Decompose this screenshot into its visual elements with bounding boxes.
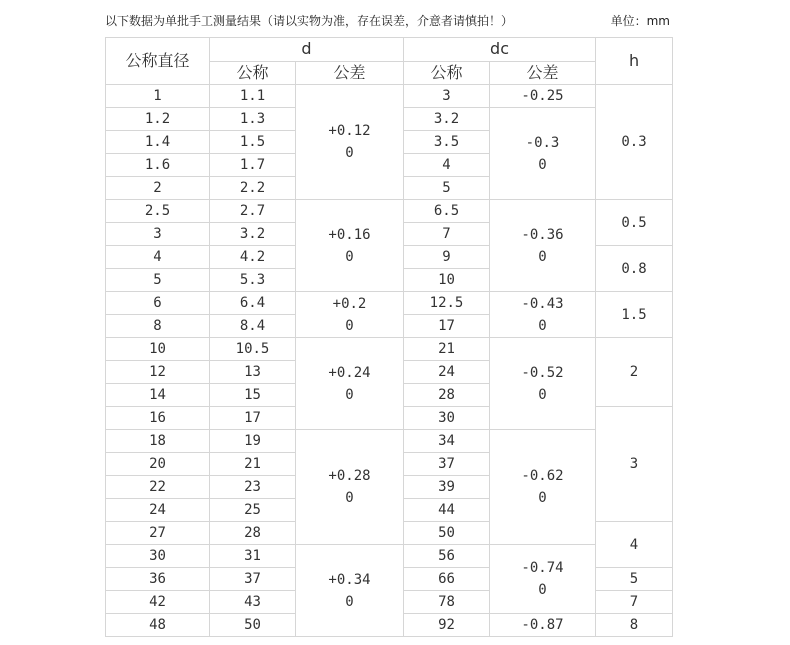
nominal-diameter-cell: 6 — [106, 292, 210, 315]
dc-nominal-cell: 3 — [404, 85, 490, 108]
tolerance-lower: 0 — [345, 490, 354, 506]
d-nominal-cell: 43 — [210, 591, 296, 614]
tolerance-lower: 0 — [345, 386, 354, 403]
tolerance-lower: 0 — [345, 248, 354, 265]
nominal-diameter-cell: 48 — [106, 614, 210, 637]
d-tolerance-cell — [296, 292, 404, 338]
tolerance-upper: +0.28 — [328, 468, 371, 484]
d-nominal-cell: 2.7 — [210, 200, 296, 223]
dc-tolerance-cell — [490, 85, 596, 108]
d-nominal-cell: 13 — [210, 361, 296, 384]
dc-nominal-cell: 30 — [404, 407, 490, 430]
table-row — [106, 200, 673, 223]
dc-tolerance-cell — [490, 545, 596, 614]
d-tolerance-cell — [296, 338, 404, 430]
d-nominal-cell: 1.1 — [210, 85, 296, 108]
tolerance-lower: 0 — [538, 317, 547, 334]
tolerance-upper: +0.2 — [332, 295, 367, 312]
d-nominal-cell: 37 — [210, 568, 296, 591]
dc-tolerance-cell — [490, 430, 596, 545]
dc-nominal-cell: 7 — [404, 223, 490, 246]
table-row — [106, 545, 673, 568]
d-nominal-cell: 10.5 — [210, 338, 296, 361]
tolerance-upper: -0.62 — [521, 468, 564, 484]
dc-nominal-cell: 37 — [404, 453, 490, 476]
tolerance-lower: 0 — [345, 145, 354, 161]
nominal-diameter-cell: 1.2 — [106, 108, 210, 131]
dc-nominal-cell: 24 — [404, 361, 490, 384]
header-nominal-diameter: 公称直径 — [106, 38, 210, 85]
tolerance-upper: +0.12 — [328, 123, 371, 139]
nominal-diameter-cell: 1 — [106, 85, 210, 108]
tolerance-lower: 0 — [538, 490, 547, 506]
tolerance-upper: +0.34 — [328, 571, 371, 588]
dc-nominal-cell: 21 — [404, 338, 490, 361]
dc-nominal-cell: 92 — [404, 614, 490, 637]
h-cell: 0.5 — [596, 200, 673, 246]
d-nominal-cell: 1.5 — [210, 131, 296, 154]
nominal-diameter-cell: 8 — [106, 315, 210, 338]
tolerance-upper: -0.87 — [521, 617, 564, 633]
nominal-diameter-cell: 42 — [106, 591, 210, 614]
tolerance-lower: 0 — [345, 593, 354, 610]
tolerance-upper: +0.24 — [328, 364, 371, 381]
h-cell: 1.5 — [596, 292, 673, 338]
dc-tolerance-cell — [490, 200, 596, 292]
d-nominal-cell: 25 — [210, 499, 296, 522]
tolerance-lower: 0 — [538, 248, 547, 265]
dc-tolerance-cell — [490, 108, 596, 200]
tolerance-lower: 0 — [538, 582, 547, 598]
table-note — [105, 11, 670, 31]
d-nominal-cell: 8.4 — [210, 315, 296, 338]
tolerance-lower: 0 — [538, 386, 547, 403]
d-tolerance-cell — [296, 430, 404, 545]
header-dc-nominal: 公称 — [404, 61, 490, 85]
h-cell: 8 — [596, 614, 673, 637]
header-d-tolerance: 公差 — [296, 61, 404, 85]
d-tolerance-cell — [296, 545, 404, 637]
nominal-diameter-cell: 5 — [106, 269, 210, 292]
dc-nominal-cell: 66 — [404, 568, 490, 591]
dc-nominal-cell: 34 — [404, 430, 490, 453]
d-nominal-cell: 2.2 — [210, 177, 296, 200]
tolerance-upper: +0.16 — [328, 226, 371, 243]
dimension-table — [105, 37, 673, 637]
h-cell: 0.3 — [596, 85, 673, 200]
table-row — [106, 292, 673, 315]
dc-nominal-cell: 3.2 — [404, 108, 490, 131]
dc-nominal-cell: 50 — [404, 522, 490, 545]
header-dc-tolerance: 公差 — [490, 61, 596, 85]
d-nominal-cell: 31 — [210, 545, 296, 568]
h-cell: 5 — [596, 568, 673, 591]
d-nominal-cell: 1.7 — [210, 154, 296, 177]
nominal-diameter-cell: 1.6 — [106, 154, 210, 177]
tolerance-upper: -0.36 — [521, 226, 564, 243]
table-row — [106, 430, 673, 453]
nominal-diameter-cell: 3 — [106, 223, 210, 246]
nominal-diameter-cell: 12 — [106, 361, 210, 384]
dc-nominal-cell: 28 — [404, 384, 490, 407]
d-nominal-cell: 5.3 — [210, 269, 296, 292]
header-h: h — [596, 38, 673, 85]
d-nominal-cell: 19 — [210, 430, 296, 453]
d-nominal-cell: 15 — [210, 384, 296, 407]
nominal-diameter-cell: 27 — [106, 522, 210, 545]
d-nominal-cell: 17 — [210, 407, 296, 430]
nominal-diameter-cell: 10 — [106, 338, 210, 361]
d-nominal-cell: 4.2 — [210, 246, 296, 269]
nominal-diameter-cell: 18 — [106, 430, 210, 453]
table-row — [106, 338, 673, 361]
d-nominal-cell: 1.3 — [210, 108, 296, 131]
d-tolerance-cell — [296, 200, 404, 292]
d-nominal-cell: 28 — [210, 522, 296, 545]
d-nominal-cell: 21 — [210, 453, 296, 476]
unit-label: 单位：mm — [610, 14, 670, 28]
tolerance-upper: -0.52 — [521, 364, 564, 381]
h-cell: 7 — [596, 591, 673, 614]
dc-nominal-cell: 4 — [404, 154, 490, 177]
nominal-diameter-cell: 22 — [106, 476, 210, 499]
nominal-diameter-cell: 36 — [106, 568, 210, 591]
dc-nominal-cell: 12.5 — [404, 292, 490, 315]
dc-nominal-cell: 78 — [404, 591, 490, 614]
table-row — [106, 85, 673, 108]
tolerance-lower: 0 — [538, 156, 547, 173]
dc-nominal-cell: 10 — [404, 269, 490, 292]
header-d-nominal: 公称 — [210, 61, 296, 85]
d-nominal-cell: 50 — [210, 614, 296, 637]
dc-nominal-cell: 6.5 — [404, 200, 490, 223]
dc-tolerance-cell — [490, 292, 596, 338]
h-cell: 0.8 — [596, 246, 673, 292]
h-cell: 3 — [596, 407, 673, 522]
dc-tolerance-cell — [490, 338, 596, 430]
dc-nominal-cell: 3.5 — [404, 131, 490, 154]
dc-nominal-cell: 17 — [404, 315, 490, 338]
header-d: d — [210, 38, 404, 62]
header-dc: dc — [404, 38, 596, 62]
dc-nominal-cell: 56 — [404, 545, 490, 568]
d-nominal-cell: 6.4 — [210, 292, 296, 315]
nominal-diameter-cell: 2.5 — [106, 200, 210, 223]
dc-nominal-cell: 39 — [404, 476, 490, 499]
dc-tolerance-cell — [490, 614, 596, 637]
nominal-diameter-cell: 2 — [106, 177, 210, 200]
h-cell: 4 — [596, 522, 673, 568]
dc-nominal-cell: 44 — [404, 499, 490, 522]
d-tolerance-cell — [296, 85, 404, 200]
nominal-diameter-cell: 14 — [106, 384, 210, 407]
dc-nominal-cell: 9 — [404, 246, 490, 269]
nominal-diameter-cell: 30 — [106, 545, 210, 568]
nominal-diameter-cell: 16 — [106, 407, 210, 430]
nominal-diameter-cell: 1.4 — [106, 131, 210, 154]
note-text: 以下数据为单批手工测量结果（请以实物为准，存在误差，介意者请慎拍！） — [105, 14, 514, 28]
nominal-diameter-cell: 20 — [106, 453, 210, 476]
h-cell: 2 — [596, 338, 673, 407]
nominal-diameter-cell: 24 — [106, 499, 210, 522]
nominal-diameter-cell: 4 — [106, 246, 210, 269]
tolerance-upper: -0.3 — [525, 134, 560, 151]
tolerance-upper: -0.25 — [521, 88, 564, 104]
tolerance-upper: -0.43 — [521, 295, 564, 312]
d-nominal-cell: 23 — [210, 476, 296, 499]
tolerance-upper: -0.74 — [521, 560, 564, 576]
tolerance-lower: 0 — [345, 317, 354, 334]
dc-nominal-cell: 5 — [404, 177, 490, 200]
d-nominal-cell: 3.2 — [210, 223, 296, 246]
